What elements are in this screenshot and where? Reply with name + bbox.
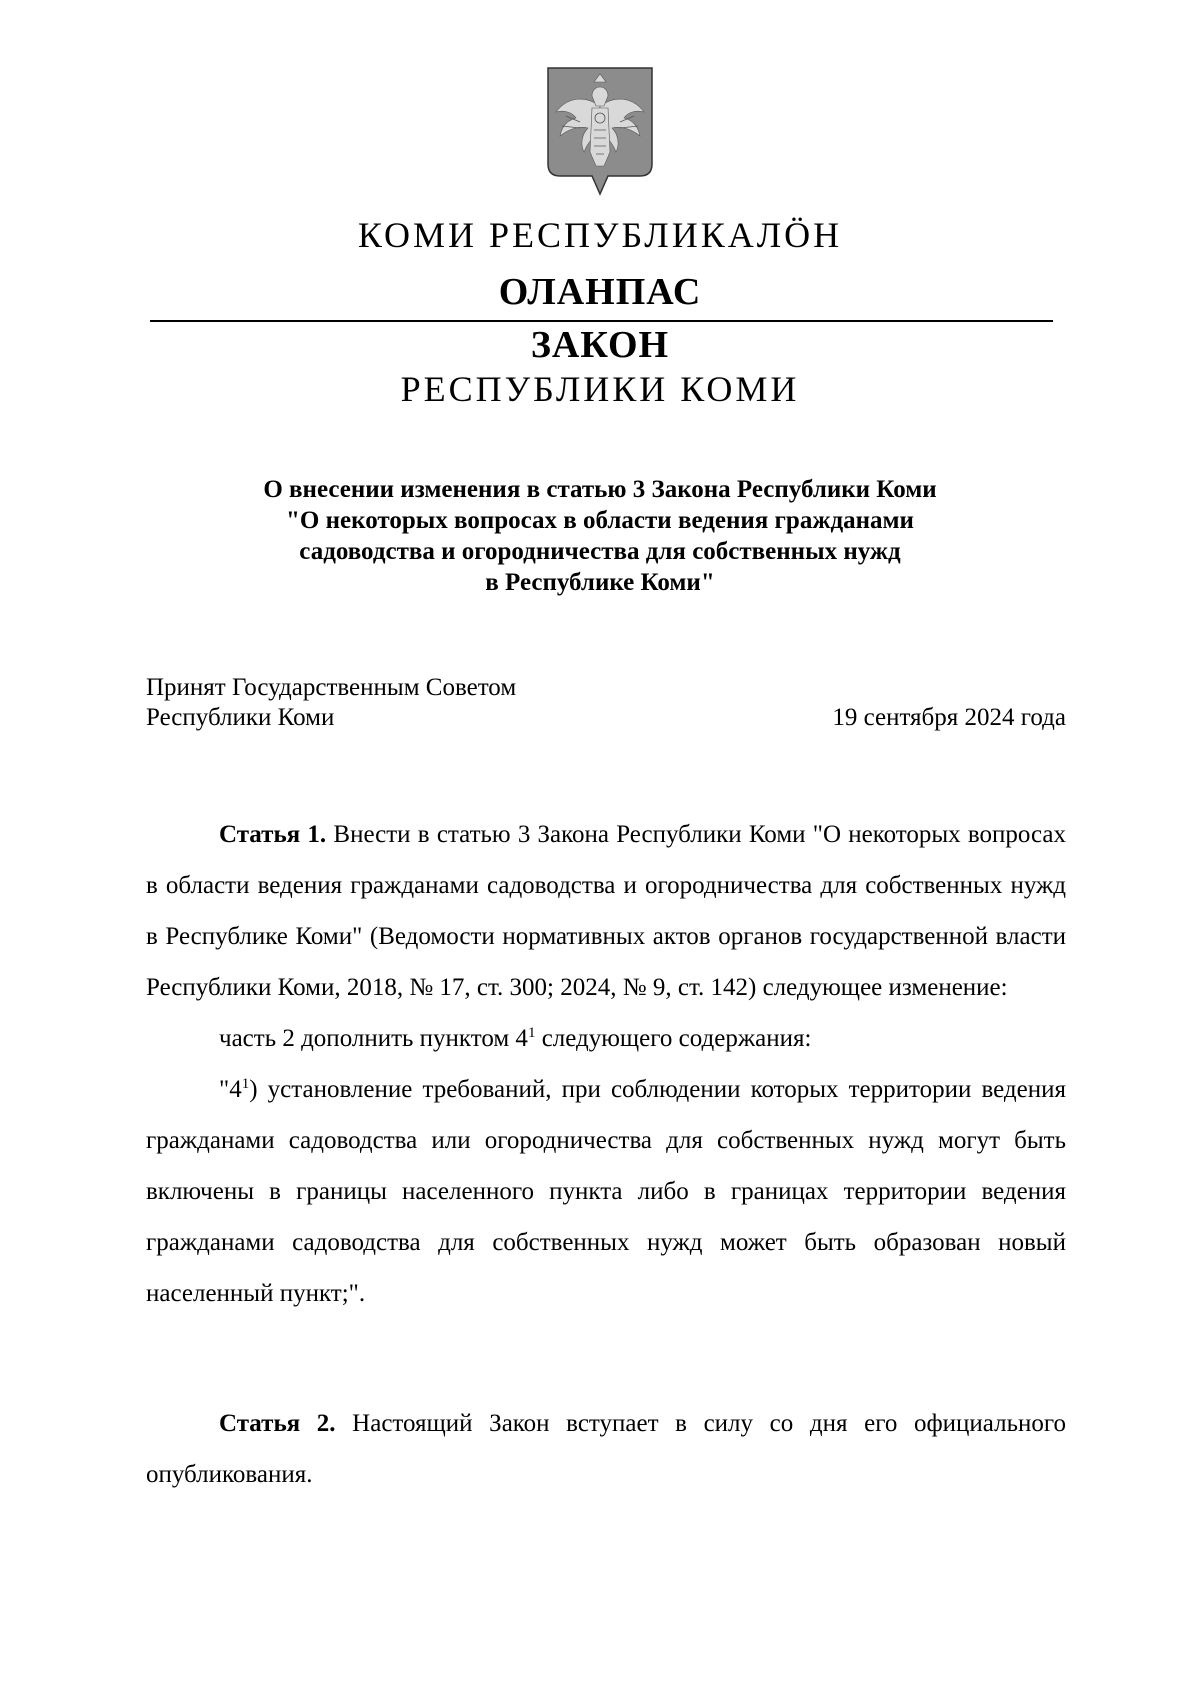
amendment-intro-text: следующего содержания: <box>535 1025 812 1052</box>
article-2 <box>146 1398 1066 1500</box>
header-line-zakon: ЗАКОН <box>530 324 670 366</box>
article-2-paragraph <box>146 1398 1066 1500</box>
header-line-komi-republic: КОМИ РЕСПУБЛИКАЛӦН <box>357 215 843 255</box>
amendment-intro <box>146 1013 1066 1064</box>
amendment-text <box>146 1064 1066 1319</box>
title-line: О внесении изменения в статью 3 Закона Республики Коми <box>263 476 937 503</box>
document-title <box>150 474 1050 598</box>
title-line: садоводства и огородничества для собственных нужд <box>299 538 901 565</box>
amendment-quote-text: ) установление требований, при соблюдении которых территории ведения гражданами садоводства или огородничества для собственных нужд могут быть включены в границы населенного пункта либо в границах территории ведения гражданами садоводства для собственных нужд может быть образован новый населенный пункт;". <box>146 1076 1066 1307</box>
adopted-by-line: Принят Государственным Советом <box>146 674 517 701</box>
article-1-text: Внести в статью 3 Закона Республики Коми "О некоторых вопросах в области ведения гражданами садоводства и огородничества для собственных нужд в Республике Коми" (Ведомости нормативных актов органов государственной власти Республики Коми, 2018, № 17, ст. 300; 2024, № 9, ст. 142) следующее изменение: <box>146 821 1066 1001</box>
adopted-by-line: Республики Коми <box>146 704 335 731</box>
title-line: в Республике Коми" <box>485 569 715 596</box>
title-line: "О некоторых вопросах в области ведения гражданами <box>286 507 914 534</box>
header-line-republic-komi: РЕСПУБЛИКИ КОМИ <box>400 369 800 409</box>
amendment-quote-open: "4 <box>219 1076 242 1103</box>
header-divider <box>150 320 1053 322</box>
superscript: 1 <box>527 1025 536 1041</box>
header-line-olanpas: ОЛАНПАС <box>498 271 702 313</box>
komi-coat-of-arms-icon <box>546 66 654 198</box>
article-1-paragraph <box>146 809 1066 1013</box>
article-2-label: Статья 2. <box>219 1410 336 1437</box>
adoption-date: 19 сентября 2024 года <box>832 704 1066 731</box>
article-1 <box>146 809 1066 1319</box>
article-1-label: Статья 1. <box>219 821 327 848</box>
superscript: 1 <box>241 1076 250 1092</box>
amendment-intro-text: часть 2 дополнить пунктом 4 <box>219 1025 528 1052</box>
article-2-text: Настоящий Закон вступает в силу со дня его официального опубликования. <box>146 1410 1066 1488</box>
adoption-block <box>146 673 1066 733</box>
